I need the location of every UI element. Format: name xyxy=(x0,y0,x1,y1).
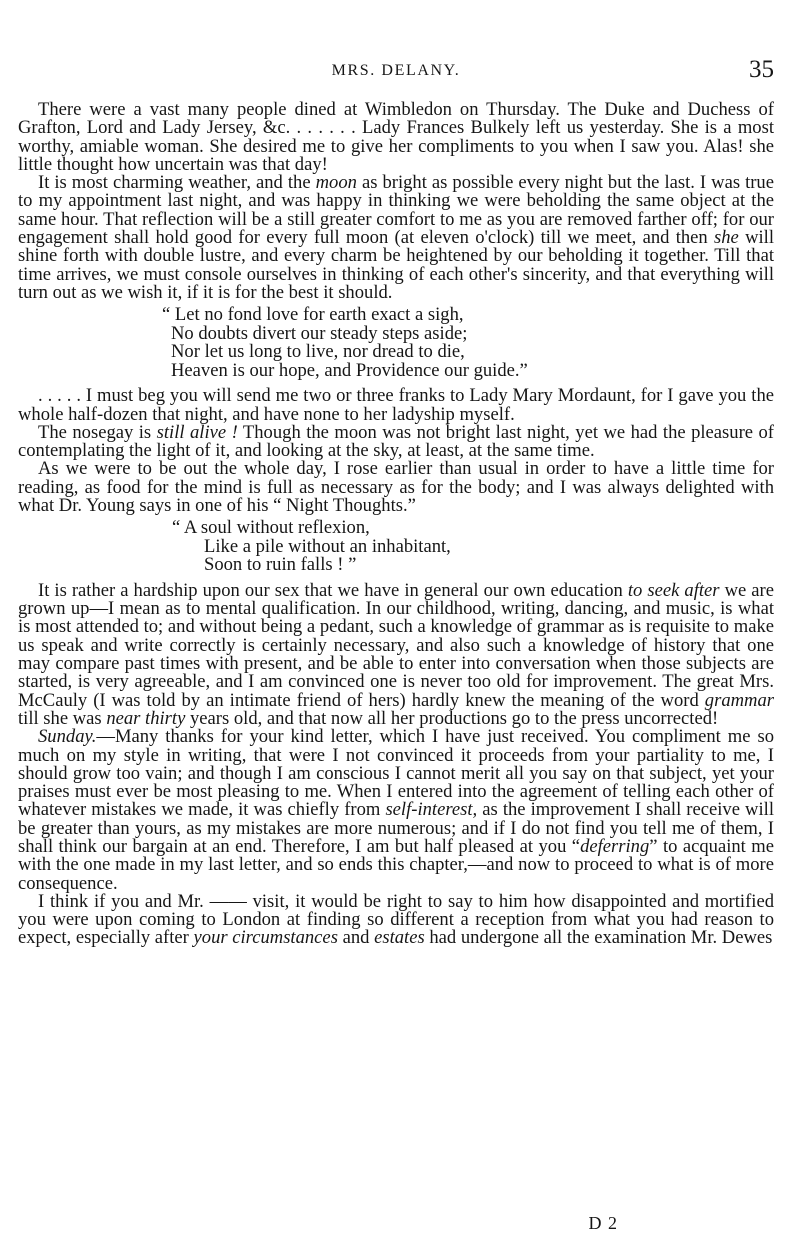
running-head: MRS. DELANY. xyxy=(331,62,461,79)
emphasis-seek-after: to seek after xyxy=(627,579,720,601)
verse-line: Like a pile without an inhabitant, xyxy=(204,535,451,557)
verse-quotation-1 xyxy=(18,306,774,380)
paragraph-education: It is rather a hardship upon our sex that we have in general our own education to seek after we are grown up—I mean as to mental qualification. In our childhood, writing, dancing, and music, is what is most attended to; and without being a pedant, such a knowledge of grammar as is requisite to make us speak and write correctly is certainly necessary, and also such a knowledge of history that one may compare past times with present, and be able to enter into conversation when those subjects are started, is very agreeable, and I am convinced one is never too old for improvement. The great Mrs. McCauly (I was told by an intimate friend of hers) hardly knew the meaning of the word grammar till she was near thirty years old, and that now all her productions go to the press uncorrected! xyxy=(18,579,774,729)
emphasis-your-circumstances: your circumstances xyxy=(193,927,338,949)
emphasis-self-interest: self-interest, xyxy=(385,799,478,821)
paragraph-moon: It is most charming weather, and the moon as bright as possible every night but the last. I was true to my appointment last night, and was happy in thinking we were beholding the same object at the same hour. That reflection will be a still greater comfort to me as you are removed farther off; for our engagement shall hold good for every full moon (at eleven o'clock) till we meet, and then she will shine forth with double lustre, and every charm be heightened by our beholding it together. Till that time arrives, we must console ourselves in thinking of each other's sincerity, and that everything will turn out as we wish it, if it is for the best it should. xyxy=(18,172,774,303)
page-header xyxy=(18,56,774,86)
page-number: 35 xyxy=(749,56,774,83)
emphasis-estates: estates xyxy=(374,927,425,949)
paragraph-wimbledon: There were a vast many people dined at Wimbledon on Thursday. The Duke and Duchess of Grafton, Lord and Lady Jersey, &c. . . . . . . Lady Frances Bulkely left us yesterday. She is a most worthy, amiable woman. She desired me to give her compliments to you when I saw you. Alas! she little thought how uncertain was that day! xyxy=(18,99,774,175)
verse-quotation-2 xyxy=(18,519,774,575)
signature-mark: D 2 xyxy=(588,1213,618,1233)
page-footer xyxy=(18,1213,774,1237)
paragraph-reading: As we were to be out the whole day, I rose earlier than usual in order to have a little time for reading, as food for the mind is full as necessary as for the body; and I was always delighted with what Dr. Young says in one of his “ Night Thoughts.” xyxy=(18,458,774,517)
paragraph-visit: I think if you and Mr. —— visit, it would be right to say to him how disappointed and mortified you were upon coming to London at finding so different a reception from what you had reason to expect, especially after your circumstances and estates had undergone all the examination Mr. Dewes xyxy=(18,890,774,949)
emphasis-she: she xyxy=(714,227,739,249)
emphasis-moon: moon xyxy=(315,172,357,194)
paragraph-franks: . . . . . I must beg you will send me two or three franks to Lady Mary Mordaunt, for I gave you the whole half-dozen that night, and have none to her ladyship myself. xyxy=(18,385,774,425)
paragraph-nosegay: The nosegay is still alive ! Though the moon was not bright last night, yet we had the pleasure of contemplating the light of it, and looking at the sky, at least, at the same time. xyxy=(18,421,774,462)
verse-line: Heaven is our hope, and Providence our guide.” xyxy=(171,359,528,381)
verse-line: “ Let no fond love for earth exact a sigh, xyxy=(162,304,464,326)
page-body xyxy=(18,101,774,948)
verse-line: Nor let us long to live, nor dread to die, xyxy=(171,341,465,363)
verse-line: “ A soul without reflexion, xyxy=(172,517,370,539)
verse-line: Soon to ruin falls ! ” xyxy=(204,554,357,576)
emphasis-grammar: grammar xyxy=(704,689,774,711)
emphasis-sunday: Sunday. xyxy=(38,726,97,748)
emphasis-near-thirty: near thirty xyxy=(106,707,186,729)
paragraph-sunday: Sunday.—Many thanks for your kind letter, which I have just received. You compliment me so much on my style in writing, that were I not convinced it proceeds from your partiality to me, I should grow too vain; and though I am conscious I cannot merit all you say on that subject, yet your praises must ever be most pleasing to me. When I entered into the agreement of telling each other of whatever mistakes we made, it was chiefly from self-interest, as the improvement I shall receive will be greater than yours, as my mistakes are more numerous; and if I do not find you tell me of them, I shall think our bargain at an end. Therefore, I am but half pleased at you “deferring” to acquaint me with the one made in my last letter, and so ends this chapter,—and now to proceed to what is of more consequence. xyxy=(18,726,774,894)
verse-line: No doubts divert our steady steps aside; xyxy=(171,322,468,344)
emphasis-deferring: deferring xyxy=(580,836,650,857)
emphasis-still-alive: still alive ! xyxy=(156,421,238,443)
